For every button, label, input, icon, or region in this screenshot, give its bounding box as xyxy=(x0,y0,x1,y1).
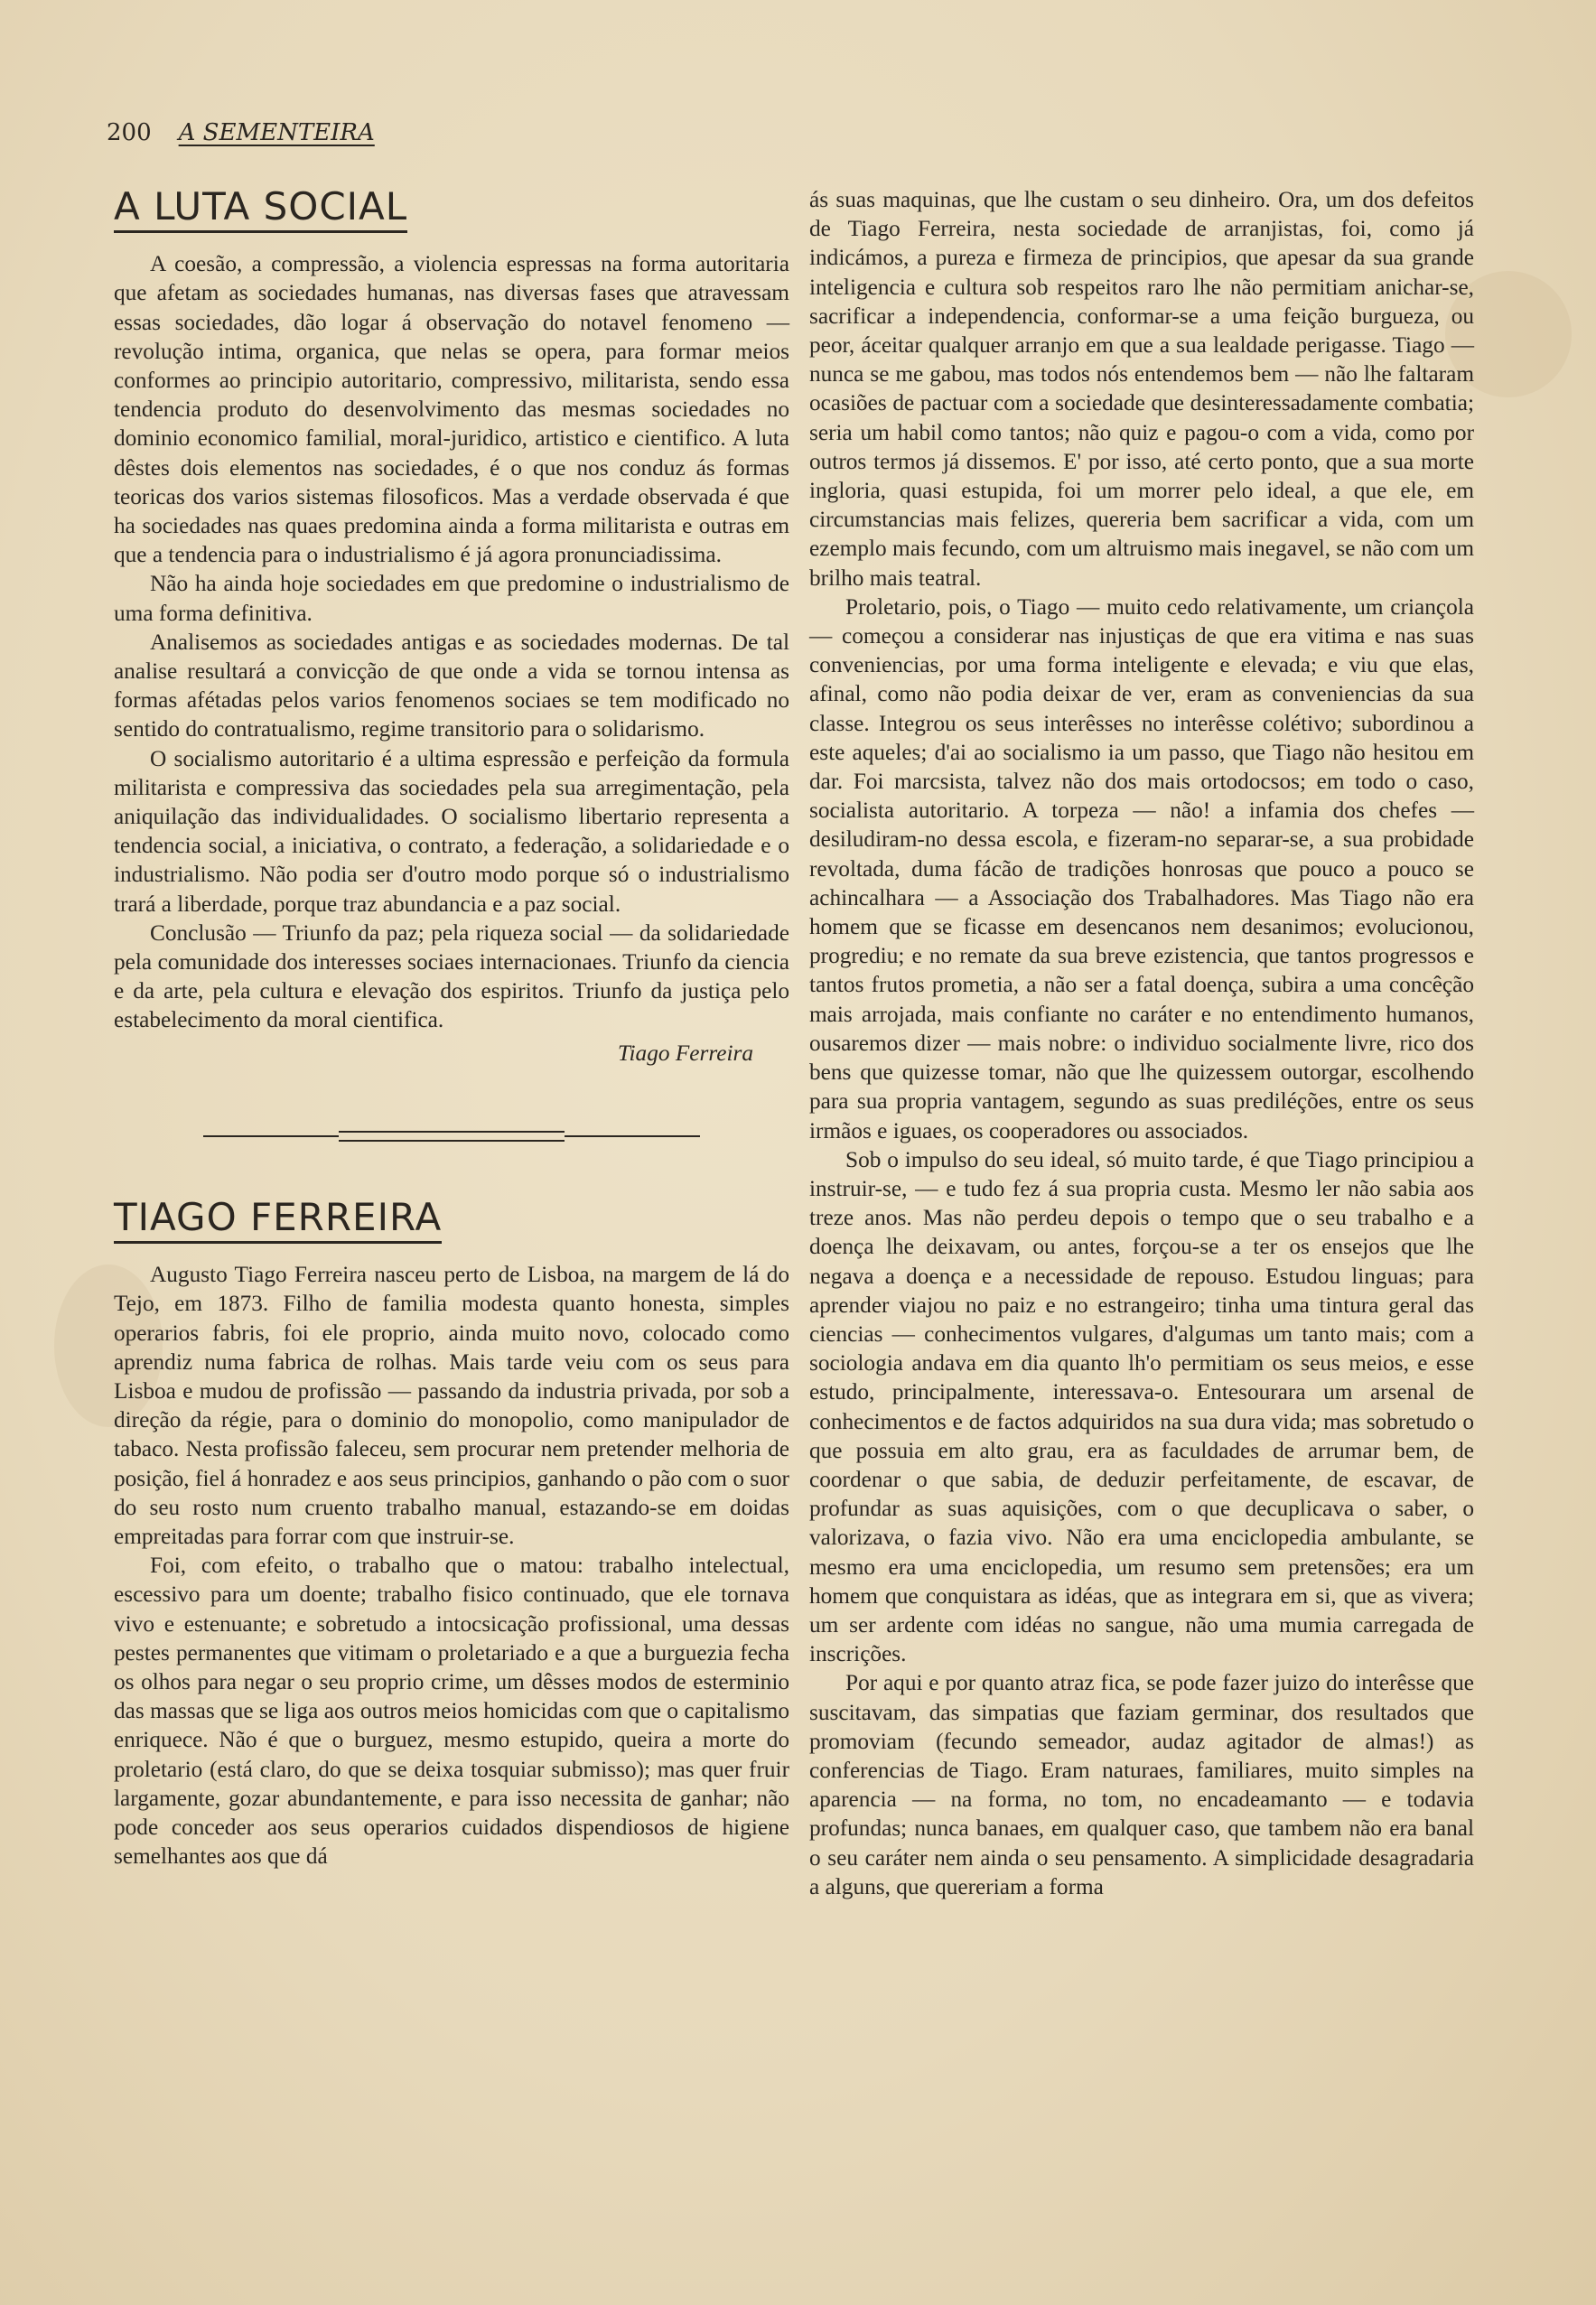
paragraph: ás suas maquinas, que lhe custam o seu dinheiro. Ora, um dos defeitos de Tiago Ferreira, nesta sociedade de arranjistas, foi, como já indicámos, a pureza e firmeza de principios, que apesar da sua grande inteligencia e cultura sob respeitos raro lhe não permitiam anichar-se, sacrificar a independencia, conformar-se a uma feição burgueza, ou peor, áceitar qualquer arranjo em que a sua lealdade perigasse. Tiago — nunca se me gabou, mas todos nós entendemos bem — não lhe faltaram ocasiões de pactuar com a sociedade que desinteressadamente combatia; seria um habil como tantos; não quiz e pagou-o com a vida, como por outros termos já dissemos. E' por isso, até certo ponto, que a sua morte ingloria, quasi estupida, foi um morrer pelo ideal, a que ele, em circumstancias mais felizes, quereria bem sacrificar a vida, com um ezemplo mais fecundo, com um altruismo mais inegavel, se não com um brilho mais teatral. xyxy=(809,187,1474,591)
publication-title: A SEMENTEIRA xyxy=(178,119,375,146)
article-signature: Tiago Ferreira xyxy=(617,1040,753,1066)
divider-double-line xyxy=(339,1131,565,1142)
paragraph: Augusto Tiago Ferreira nasceu perto de Lisboa, na margem de lá do Tejo, em 1873. Filho de familia modesta quanto honesta, simples operarios fabris, foi ele proprio, ainda muito novo, colocado como aprendiz numa fabrica de rolhas. Mais tarde veiu com os seus para Lisboa e mudou de profissão — passando da industria privada, por sob a direção da régie, para o dominio do monopolio, como manipulador de tabaco. Nesta profissão faleceu, sem procurar nem pretender melhoria de posição, fiel á honradez e aos seus principios, ganhando o pão com o suor do seu rosto num cruento trabalho manual, estazando-se em doidas empreitadas para forrar com que instruir-se. xyxy=(114,1262,789,1549)
paragraph: Não ha ainda hoje sociedades em que predomine o industrialismo de uma forma definitiva. xyxy=(114,571,789,626)
paragraph: A coesão, a compressão, a violencia espressas na forma autoritaria que afetam as sociedades humanas, nas diversas fases que atravessam essas sociedades, dão logar á observação do notavel fenomeno — revolução intima, organica, que nelas se opera, para formar meios conformes ao principio autoritario, compressivo, militarista, sendo essa tendencia produto do desenvolvimento das mesmas sociedades no dominio economico familial, moral-juridico, artistico e cientifico. A luta dêstes dois elementos nas sociedades, é o que nos conduz ás formas teoricas dos varios sistemas filosoficos. Mas a verdade observada é que ha sociedades nas quaes predomina ainda a forma militarista e outras em que a tendencia para o industrialismo é já agora pronunciadissima. xyxy=(114,251,789,568)
article-title-tiago-ferreira: TIAGO FERREIRA xyxy=(114,1203,442,1244)
page-header xyxy=(107,119,375,146)
paragraph: Proletario, pois, o Tiago — muito cedo relativamente, um criançola — começou a considerar nas injustiças de que era vitima e nas suas conveniencias, por uma forma inteligente e elevada; e viu que elas, afinal, como não podia deixar de ver, eram as conveniencias da sua classe. Integrou os seus interêsses no interêsse colétivo; subordinou a este aqueles; d'ai ao socialismo ia um passo, que Tiago não hesitou em dar. Foi marcsista, talvez não dos mais ortodocsos; em todo o caso, socialista autoritario. A torpeza — não! a infamia dos chefes — desiludiram-no dessa escola, e fizeram-no separar-se, a sua probidade revoltada, duma fácão de tradições honrosas que pouco a pouco se achincalhara — a Associação dos Trabalhadores. Mas Tiago não era homem que se ficasse em desencanos nem desanimos; evolucionou, progrediu; e no remate da sua breve ezistencia, que tantos progressos e tantos frutos prometia, a não ser a fatal doença, subira a uma concêção mais arrojada, mais confiante no caráter e no entendimento humanos, ousaremos dizer — mais nobre: o individuo socialmente livre, rico dos bens que quizesse tomar, não que lhe quizessem outorgar, escolhendo para sua propria vantagem, segundo as suas prediléções, entre os seus irmãos e iguaes, os cooperadores ou associados. xyxy=(809,593,1474,1143)
paragraph: Por aqui e por quanto atraz fica, se pode fazer juizo do interêsse que suscitavam, das simpatias que faziam germinar, dos resultados que promoviam (fecundo semeador, audaz agitador de almas!) as conferencias de Tiago. Eram naturaes, familiares, muito simples na aparencia — na forma, no tom, no encadeamanto — e todavia profundas; nunca banaes, em qualquer caso, que tambem não era banal o seu caráter nem ainda o seu pensamento. A simplicidade desagradaria a alguns, que quereriam a forma xyxy=(809,1670,1474,1899)
paragraph: Analisemos as sociedades antigas e as sociedades modernas. De tal analise resultará a convicção de que onde a vida se tornou intensa as formas afétadas pelos varios fenomenos sociaes se tem modificado no sentido do contratualismo, regime transitorio para o solidarismo. xyxy=(114,629,789,742)
divider-line xyxy=(203,1135,339,1137)
paragraph: Sob o impulso do seu ideal, só muito tarde, é que Tiago principiou a instruir-se, — e tudo fez á sua propria custa. Mesmo ler não sabia aos treze anos. Mas não perdeu depois o tempo que o seu trabalho e a doença lhe deixavam, ou antes, forçou-se a ter os ensejos que lhe negava a doença e a necessidade de repouso. Estudou linguas; para aprender viajou no paiz e no estrangeiro; tinha uma tintura geral das ciencias — conhecimentos vulgares, d'algumas um tanto mais; com a sociologia andava em dia quanto lh'o permitiam os seus meios, e esse estudo, principalmente, interessava-o. Entesourara um arsenal de conhecimentos e de factos adquiridos na sua dura vida; mas sobretudo o que possuia em alto grau, era as faculdades de arrumar bem, de coordenar o que sabia, de deduzir perfeitamente, de escavar, de profundar as suas aquisições, com o que decuplicava o saber, o valorizava, o fazia vivo. Não era uma enciclopedia ambulante, se mesmo era uma enciclopedia, um resumo sem pretensões; era um homem que conquistara as idéas, que as integrara em si, que as vivera; um ser ardente com idéas no sangue, não uma mumia carregada de inscrições. xyxy=(809,1146,1474,1667)
section-divider xyxy=(114,1131,789,1142)
left-column xyxy=(114,185,789,1871)
paragraph: Conclusão — Triunfo da paz; pela riqueza social — da solidariedade pela comunidade dos interesses sociaes internacionaes. Triunfo da ciencia e da arte, pela cultura e elevação dos espiritos. Triunfo da justiça pelo estabelecimento da moral cientifica. xyxy=(114,919,789,1033)
article-body-luta-social xyxy=(114,249,789,1034)
page-number: 200 xyxy=(107,119,152,146)
paragraph: Foi, com efeito, o trabalho que o matou: trabalho intelectual, escessivo para um doente; trabalho fisico continuado, que ele tornava vivo e estenuante; e sobretudo a intocsicação profissional, uma dessas pestes permanentes que vitimam o proletariado e a que a burguezia fecha os olhos para negar o seu proprio crime, um dêsses modos de esterminio das massas que se liga aos outros meios homicidas com que o capitalismo enriquece. Não é que o burguez, mesmo estupido, queira a morte do proletario (está claro, do que se deixa tosquiar submisso); mas quer fruir largamente, gozar abundantemente, e para isso necessita de ganhar; não pode conceder aos seus operarios cuidados dispendiosos de higiene semelhantes aos que dá xyxy=(114,1553,789,1870)
right-column xyxy=(809,185,1474,1901)
article-title-luta-social: A LUTA SOCIAL xyxy=(114,192,407,233)
article-body-tiago-ferreira-left xyxy=(114,1260,789,1871)
article-body-tiago-ferreira-right xyxy=(809,185,1474,1901)
divider-line xyxy=(565,1135,700,1137)
paragraph: O socialismo autoritario é a ultima espressão e perfeição da formula militarista e compressiva das sociedades pela sua arregimentação, pela aniquilação das individualidades. O socialismo libertario representa a tendencia social, a iniciativa, o contrato, a federação, a solidariedade e o industrialismo. Não podia ser d'outro modo porque só o industrialismo trará a liberdade, porque traz abundancia e a paz social. xyxy=(114,745,789,917)
